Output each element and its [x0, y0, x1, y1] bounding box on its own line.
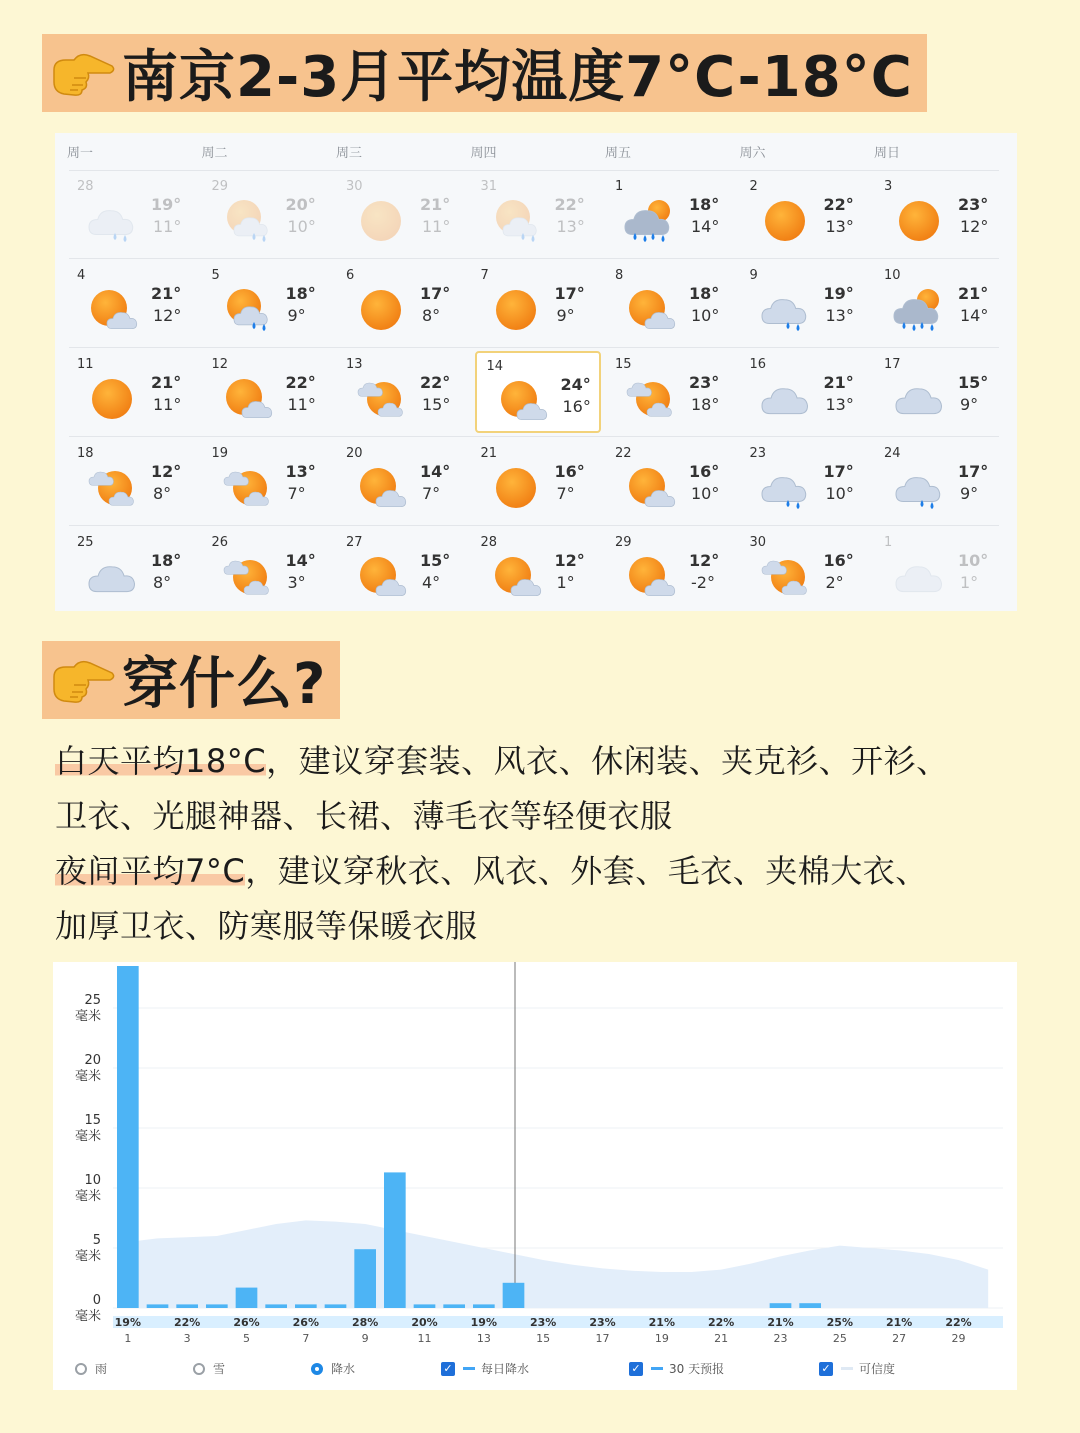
calendar-day[interactable] — [740, 173, 866, 255]
y-unit-label: 毫米 — [74, 1189, 101, 1204]
legend-swatch — [651, 1367, 663, 1370]
rain-cloud-icon — [758, 286, 812, 332]
day-number: 1 — [615, 179, 624, 194]
legend-item[interactable] — [193, 1360, 225, 1377]
cloud-icon — [892, 553, 946, 599]
calendar-day[interactable] — [336, 440, 462, 522]
checkbox-checked-icon[interactable]: ✓ — [819, 1362, 833, 1376]
precip-bar — [414, 1304, 436, 1308]
low-temp: 1° — [960, 573, 979, 592]
confidence-label: 20% — [411, 1316, 438, 1329]
section-title: 穿什么? — [122, 652, 327, 717]
day-number: 14 — [486, 359, 504, 374]
day-number: 11 — [77, 357, 94, 372]
low-temp: 9° — [556, 306, 575, 325]
high-temp: 22° — [285, 373, 316, 392]
high-temp: 22° — [420, 373, 451, 392]
sun-icon — [892, 197, 946, 243]
legend-item[interactable] — [75, 1360, 107, 1377]
day-number: 2 — [749, 179, 758, 194]
legend-swatch — [463, 1367, 475, 1370]
page-title: 南京2-3月平均温度7°C-18°C — [122, 45, 913, 110]
high-temp: 16° — [554, 462, 585, 481]
precip-bar — [295, 1304, 317, 1308]
calendar-day[interactable] — [336, 351, 462, 433]
rain-cloud-icon — [758, 464, 812, 510]
calendar-day[interactable] — [874, 173, 1000, 255]
low-temp: 13° — [825, 306, 854, 325]
legend-item[interactable] — [311, 1360, 355, 1377]
high-temp: 15° — [958, 373, 989, 392]
x-tick-label: 21 — [714, 1332, 729, 1345]
low-temp: 12° — [960, 217, 989, 236]
calendar-day[interactable] — [605, 262, 731, 344]
low-temp: 10° — [691, 484, 720, 503]
heavy-rain-icon — [623, 197, 677, 243]
cloud-sun-icon — [85, 464, 139, 510]
precip-bar — [443, 1304, 465, 1308]
weather-calendar — [55, 133, 1017, 611]
low-temp: 1° — [556, 573, 575, 592]
high-temp: 17° — [958, 462, 989, 481]
calendar-day[interactable] — [67, 351, 193, 433]
calendar-day[interactable] — [67, 529, 193, 611]
high-temp: 12° — [689, 551, 720, 570]
day-number: 30 — [346, 179, 363, 194]
calendar-day[interactable] — [336, 262, 462, 344]
high-temp: 23° — [689, 373, 720, 392]
confidence-label: 22% — [173, 1316, 201, 1329]
radio-button[interactable] — [193, 1363, 205, 1375]
calendar-day[interactable] — [471, 529, 597, 611]
high-temp: 15° — [420, 551, 451, 570]
precip-bar — [265, 1304, 287, 1308]
calendar-day[interactable] — [67, 173, 193, 255]
day-number: 28 — [480, 535, 498, 550]
pointing-hand-icon — [50, 48, 116, 98]
confidence-label: 19% — [114, 1316, 142, 1329]
weekday-label: 周二 — [201, 146, 228, 161]
calendar-day[interactable] — [67, 440, 193, 522]
low-temp: 4° — [422, 573, 441, 592]
high-temp: 22° — [823, 195, 854, 214]
legend-label: 雪 — [213, 1362, 226, 1376]
day-number: 28 — [77, 179, 94, 194]
day-number: 27 — [346, 535, 363, 550]
high-temp: 22° — [554, 195, 585, 214]
calendar-day[interactable] — [336, 529, 462, 611]
day-average-highlight: 白天平均18°C — [55, 742, 267, 780]
calendar-day[interactable] — [874, 440, 1000, 522]
confidence-label: 22% — [707, 1316, 735, 1329]
confidence-label: 21% — [648, 1316, 676, 1329]
legend-label: 雨 — [95, 1362, 108, 1376]
day-number: 18 — [77, 446, 94, 461]
calendar-day[interactable] — [605, 529, 731, 611]
high-temp: 21° — [823, 373, 854, 392]
low-temp: 13° — [556, 217, 585, 236]
low-temp: 16° — [562, 397, 591, 416]
calendar-day[interactable] — [740, 351, 866, 433]
day-number: 26 — [211, 535, 229, 550]
precip-bar — [117, 966, 139, 1308]
y-tick-label: 0 — [92, 1293, 101, 1308]
sun-cloud-icon — [489, 553, 543, 599]
low-temp: 11° — [153, 217, 182, 236]
y-unit-label: 毫米 — [74, 1069, 101, 1084]
calendar-day[interactable] — [471, 262, 597, 344]
night-average-highlight: 夜间平均7°C — [55, 852, 246, 890]
weekday-label: 周日 — [874, 146, 901, 161]
day-number: 17 — [884, 357, 901, 372]
x-tick-label: 11 — [417, 1332, 432, 1345]
divider — [69, 525, 999, 526]
confidence-label: 21% — [885, 1316, 913, 1329]
calendar-day[interactable] — [67, 262, 193, 344]
divider — [69, 258, 999, 259]
day-number: 15 — [615, 357, 632, 372]
cloud-icon — [892, 375, 946, 421]
cloud-sun-icon — [623, 375, 677, 421]
precip-bar — [770, 1303, 792, 1308]
low-temp: 12° — [153, 306, 182, 325]
day-number: 21 — [480, 446, 498, 461]
low-temp: 10° — [287, 217, 316, 236]
y-tick-label: 15 — [84, 1113, 101, 1128]
y-unit-label: 毫米 — [74, 1129, 101, 1144]
x-tick-label: 23 — [773, 1332, 788, 1345]
low-temp: 8° — [153, 484, 172, 503]
night-advice-text: ，建议穿秋衣、风衣、外套、毛衣、夹棉大衣、 — [245, 852, 928, 890]
day-number: 4 — [77, 268, 86, 283]
high-temp: 19° — [151, 195, 182, 214]
day-number: 23 — [749, 446, 767, 461]
sun-cloud-rain-icon — [220, 286, 274, 332]
calendar-day[interactable] — [874, 351, 1000, 433]
sun-cloud-rain-icon — [220, 197, 274, 243]
low-temp: 15° — [422, 395, 451, 414]
x-tick-label: 5 — [243, 1332, 250, 1345]
legend-label: 可信度 — [859, 1362, 896, 1376]
calendar-day[interactable] — [605, 173, 731, 255]
weekday-label: 周六 — [739, 146, 766, 161]
high-temp: 21° — [151, 373, 182, 392]
legend-label: 每日降水 — [481, 1362, 530, 1376]
section-banner — [42, 641, 340, 719]
x-tick-label: 1 — [124, 1332, 132, 1345]
high-temp: 21° — [151, 284, 182, 303]
low-temp: 7° — [287, 484, 306, 503]
low-temp: 9° — [960, 395, 979, 414]
cloud-sun-icon — [354, 375, 408, 421]
day-number: 1 — [884, 535, 893, 550]
title-banner — [42, 34, 927, 112]
low-temp: 8° — [422, 306, 441, 325]
cloud-sun-icon — [220, 553, 274, 599]
calendar-day[interactable] — [202, 529, 328, 611]
high-temp: 17° — [823, 462, 854, 481]
high-temp: 10° — [958, 551, 989, 570]
calendar-day[interactable] — [336, 173, 462, 255]
day-number: 25 — [77, 535, 94, 550]
high-temp: 14° — [420, 462, 451, 481]
legend-swatch — [841, 1367, 853, 1370]
high-temp: 18° — [285, 284, 316, 303]
sun-icon — [758, 197, 812, 243]
divider — [69, 436, 999, 437]
low-temp: 9° — [287, 306, 306, 325]
calendar-day[interactable] — [874, 529, 1000, 611]
high-temp: 16° — [689, 462, 720, 481]
day-number: 19 — [211, 446, 229, 461]
high-temp: 18° — [151, 551, 182, 570]
day-number: 7 — [480, 268, 489, 283]
y-tick-label: 20 — [84, 1053, 101, 1068]
high-temp: 21° — [958, 284, 989, 303]
low-temp: 11° — [422, 217, 451, 236]
low-temp: 2° — [825, 573, 844, 592]
radio-button[interactable] — [75, 1363, 87, 1375]
precip-bar — [176, 1304, 198, 1308]
day-number: 20 — [346, 446, 363, 461]
low-temp: 18° — [691, 395, 720, 414]
pointing-hand-icon — [50, 655, 116, 705]
high-temp: 24° — [560, 375, 591, 394]
sun-icon — [354, 286, 408, 332]
confidence-label: 28% — [351, 1316, 379, 1329]
y-unit-label: 毫米 — [74, 1309, 101, 1324]
sun-icon — [489, 464, 543, 510]
sun-cloud-icon — [495, 377, 549, 423]
night-advice-line1 — [55, 846, 928, 892]
day-number: 29 — [211, 179, 229, 194]
day-number: 13 — [346, 357, 363, 372]
sun-icon — [354, 197, 408, 243]
sun-cloud-icon — [354, 553, 408, 599]
legend-item[interactable] — [629, 1360, 724, 1377]
weekday-label: 周一 — [67, 146, 94, 161]
calendar-day[interactable] — [202, 351, 328, 433]
confidence-label: 19% — [470, 1316, 498, 1329]
high-temp: 13° — [285, 462, 316, 481]
day-advice-line1 — [55, 736, 949, 782]
low-temp: 3° — [287, 573, 306, 592]
calendar-day[interactable] — [605, 351, 731, 433]
cloud-sun-icon — [758, 553, 812, 599]
low-temp: 14° — [960, 306, 989, 325]
precip-bar — [354, 1249, 376, 1308]
day-advice-line2: 卫衣、光腿神器、长裙、薄毛衣等轻便衣服 — [55, 797, 673, 835]
precip-bar — [384, 1172, 406, 1308]
x-tick-label: 9 — [361, 1332, 369, 1345]
precip-bar — [206, 1304, 228, 1308]
day-number: 5 — [211, 268, 220, 283]
low-temp: 13° — [825, 395, 854, 414]
checkbox-checked-icon[interactable]: ✓ — [629, 1362, 643, 1376]
day-number: 16 — [749, 357, 767, 372]
y-tick-label: 25 — [84, 993, 101, 1008]
calendar-day[interactable] — [740, 529, 866, 611]
sun-cloud-icon — [623, 286, 677, 332]
low-temp: 7° — [422, 484, 441, 503]
low-temp: 10° — [825, 484, 854, 503]
sun-cloud-rain-icon — [489, 197, 543, 243]
rain-cloud-icon — [85, 197, 139, 243]
day-advice-text: ，建议穿套装、风衣、休闲装、夹克衫、开衫、 — [266, 742, 949, 780]
day-number: 6 — [346, 268, 355, 283]
x-tick-label: 17 — [595, 1332, 610, 1345]
x-tick-label: 19 — [654, 1332, 669, 1345]
day-number: 8 — [615, 268, 624, 283]
precip-bar — [147, 1304, 169, 1308]
y-tick-label: 5 — [92, 1233, 101, 1248]
low-temp: 10° — [691, 306, 720, 325]
divider — [69, 170, 999, 171]
high-temp: 12° — [151, 462, 182, 481]
radio-button[interactable] — [311, 1363, 323, 1375]
weekday-label: 周三 — [336, 146, 363, 161]
confidence-label: 23% — [529, 1316, 557, 1329]
calendar-day[interactable] — [202, 440, 328, 522]
calendar-day[interactable] — [202, 173, 328, 255]
high-temp: 17° — [554, 284, 585, 303]
sun-cloud-icon — [623, 553, 677, 599]
precip-bar — [236, 1288, 258, 1308]
high-temp: 18° — [689, 284, 720, 303]
day-number: 3 — [884, 179, 893, 194]
calendar-day[interactable] — [202, 262, 328, 344]
low-temp: 14° — [691, 217, 720, 236]
legend-label: 30 天预报 — [669, 1362, 725, 1376]
day-number: 24 — [884, 446, 901, 461]
precipitation-chart — [53, 962, 1017, 1390]
day-number: 31 — [480, 179, 498, 194]
sun-icon — [489, 286, 543, 332]
y-unit-label: 毫米 — [74, 1009, 101, 1024]
weekday-label: 周五 — [605, 146, 632, 161]
high-temp: 21° — [420, 195, 451, 214]
heavy-rain-icon — [892, 286, 946, 332]
high-temp: 18° — [689, 195, 720, 214]
high-temp: 19° — [823, 284, 854, 303]
weekday-label: 周四 — [470, 146, 497, 161]
precip-bar — [325, 1304, 347, 1308]
cloud-sun-icon — [220, 464, 274, 510]
sun-cloud-icon — [354, 464, 408, 510]
rain-cloud-icon — [892, 464, 946, 510]
low-temp: -2° — [691, 573, 715, 592]
sun-cloud-icon — [220, 375, 274, 421]
calendar-day[interactable] — [874, 262, 1000, 344]
precip-bar — [503, 1283, 525, 1308]
low-temp: 7° — [556, 484, 575, 503]
precip-bar — [473, 1304, 495, 1308]
weekday-header — [55, 133, 1017, 169]
legend-item[interactable] — [441, 1360, 529, 1377]
confidence-label: 26% — [292, 1316, 320, 1329]
day-number: 22 — [615, 446, 632, 461]
low-temp: 9° — [960, 484, 979, 503]
day-number: 12 — [211, 357, 229, 372]
confidence-label: 23% — [589, 1316, 616, 1329]
calendar-day[interactable] — [740, 262, 866, 344]
day-number: 29 — [615, 535, 632, 550]
x-tick-label: 29 — [951, 1332, 966, 1345]
cloud-icon — [85, 553, 139, 599]
confidence-label: 21% — [767, 1316, 794, 1329]
high-temp: 16° — [823, 551, 854, 570]
high-temp: 12° — [554, 551, 585, 570]
day-number: 10 — [884, 268, 901, 283]
calendar-day-today[interactable] — [475, 351, 601, 433]
high-temp: 23° — [958, 195, 989, 214]
calendar-day[interactable] — [471, 440, 597, 522]
x-tick-label: 27 — [892, 1332, 907, 1345]
x-tick-label: 13 — [476, 1332, 491, 1345]
precipitation-chart-svg — [53, 962, 1017, 1352]
checkbox-checked-icon[interactable]: ✓ — [441, 1362, 455, 1376]
confidence-label: 25% — [826, 1316, 854, 1329]
confidence-label: 22% — [945, 1316, 972, 1329]
night-advice-line2: 加厚卫衣、防寒服等保暖衣服 — [55, 907, 478, 945]
calendar-day[interactable] — [471, 173, 597, 255]
x-tick-label: 7 — [302, 1332, 310, 1345]
legend-item[interactable] — [819, 1360, 895, 1377]
low-temp: 8° — [153, 573, 172, 592]
confidence-label: 26% — [233, 1316, 260, 1329]
calendar-day[interactable] — [740, 440, 866, 522]
sun-cloud-icon — [85, 286, 139, 332]
low-temp: 11° — [287, 395, 316, 414]
low-temp: 13° — [825, 217, 854, 236]
high-temp: 17° — [420, 284, 451, 303]
calendar-day[interactable] — [605, 440, 731, 522]
x-tick-label: 15 — [536, 1332, 551, 1345]
cloud-icon — [758, 375, 812, 421]
sun-icon — [85, 375, 139, 421]
day-number: 9 — [749, 268, 758, 283]
precip-bar — [799, 1303, 821, 1308]
low-temp: 11° — [153, 395, 182, 414]
y-tick-label: 10 — [84, 1173, 101, 1188]
high-temp: 20° — [285, 195, 316, 214]
x-tick-label: 3 — [183, 1332, 191, 1345]
high-temp: 14° — [285, 551, 316, 570]
y-unit-label: 毫米 — [74, 1249, 101, 1264]
day-number: 30 — [749, 535, 767, 550]
x-tick-label: 25 — [832, 1332, 847, 1345]
legend-label: 降水 — [331, 1362, 356, 1376]
sun-cloud-icon — [623, 464, 677, 510]
divider — [69, 347, 999, 348]
